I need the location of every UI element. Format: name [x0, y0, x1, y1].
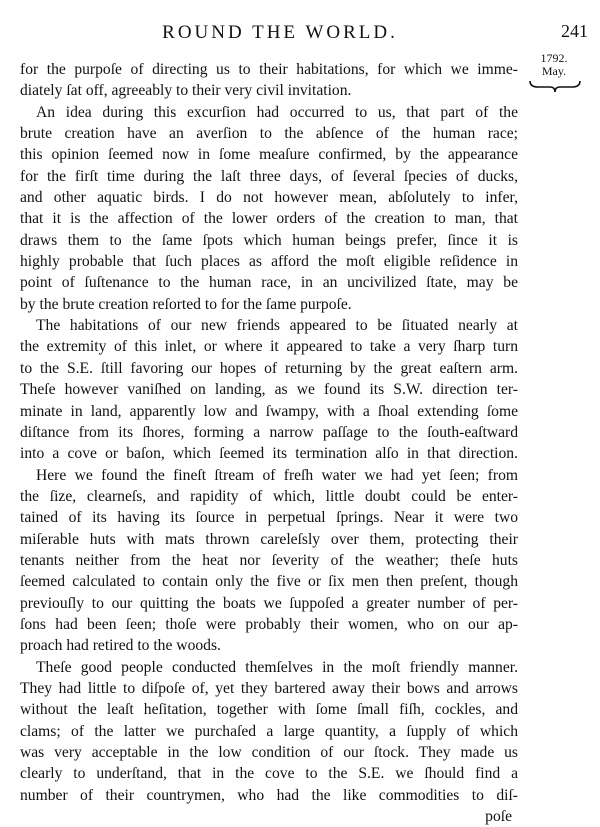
text-line: brute creation have an averſion to the abſence of the human race; [20, 125, 518, 143]
text-line: clams; of the latter we purchaſed a large quantity, a ſupply of which [20, 722, 518, 740]
text-line: for the purpoſe of directing us to their habitations, for which we imme- [20, 61, 518, 78]
text-body [20, 59, 518, 827]
text-line: for the firſt time during the laſt three days, of ſeveral ſpecies of ducks, [20, 167, 518, 185]
text-line: poſe [485, 808, 512, 826]
text-line: tenants neither from the heat nor ſeverity of the weather; theſe huts [20, 551, 518, 569]
margin-note [530, 52, 578, 78]
text-line: Theſe good people conducted themſelves in the moſt friendly manner. [36, 658, 518, 676]
margin-brace-icon [528, 79, 582, 93]
text-line: diately ſat off, agreeably to their very civil invitation. [20, 82, 352, 100]
text-line: They had little to diſpoſe of, yet they bartered away their bows and arrows [20, 679, 518, 697]
text-line: minate in land, apparently low and ſwampy, with a ſhoal extending ſome [20, 402, 518, 420]
text-line: An idea during this excurſion had occurred to us, that part of the [36, 103, 518, 121]
text-line: highly probable that ſuch places as afford the moſt eligible reſidence in [20, 253, 518, 271]
text-line: ſons had been ſeen; thoſe were probably their women, who on our ap- [20, 615, 518, 633]
text-line: proach had retired to the woods. [20, 637, 221, 655]
text-line: clearly to underſtand, that in the cove to the S.E. we ſhould find a [20, 765, 518, 783]
text-line: the ſize, clearneſs, and rapidity of which, little doubt could be enter- [20, 487, 518, 505]
text-line: ſeemed calculated to contain only the five or ſix men then preſent, though [20, 573, 518, 591]
text-line: number of their countrymen, who had the like commodities to diſ- [20, 786, 518, 804]
text-line: and other aquatic birds. I do not however mean, abſolutely to infer, [20, 189, 518, 207]
text-line: this opinion ſeemed now in ſome meaſure confirmed, by the appearance [20, 146, 518, 164]
text-line: previouſly to our quitting the boats we ſuppoſed a greater number of per- [20, 594, 518, 612]
text-line: Here we found the fineſt ſtream of freſh water we had yet ſeen; from [36, 466, 518, 484]
text-line: draws them to the ſame ſpots which human beings prefer, ſince it is [20, 231, 518, 249]
text-line: without the leaſt heſitation, together with ſome ſmall fiſh, cockles, and [20, 701, 518, 719]
text-line: diſtance from its ſhores, forming a narrow paſſage to the ſouth-eaſtward [20, 423, 518, 441]
text-line: into a cove or baſon, which ſeemed its termination alſo in that direction. [20, 445, 518, 463]
text-line: the extremity of this inlet, or where it appeared to take a very ſharp turn [20, 338, 518, 356]
margin-note-year: 1792. [540, 51, 568, 65]
text-line: by the brute creation reſorted to for the ſame purpoſe. [20, 295, 352, 313]
running-title: ROUND THE WORLD. [162, 22, 398, 43]
text-line: that it is the affection of the lower orders of the creation to man, that [20, 210, 518, 228]
text-line: miſerable huts with mats thrown careleſsly over them, protecting their [20, 530, 518, 548]
text-line: was very acceptable in the low condition of our ſtock. They made us [20, 744, 518, 761]
text-line: tained of its having its ſource in perpetual ſprings. Near it were two [20, 509, 518, 527]
text-line: Theſe however vaniſhed on landing, as we found its S.W. direction ter- [20, 381, 518, 399]
page-number: 241 [561, 21, 588, 41]
text-line: The habitations of our new friends appeared to be ſituated nearly at [36, 317, 518, 335]
text-line: to the S.E. ſtill favoring our hopes of returning by the great eaſtern arm. [20, 359, 518, 377]
margin-note-month: May. [541, 64, 567, 78]
text-line: point of ſuſtenance to the human race, in an uncivilized ſtate, may be [20, 274, 518, 292]
